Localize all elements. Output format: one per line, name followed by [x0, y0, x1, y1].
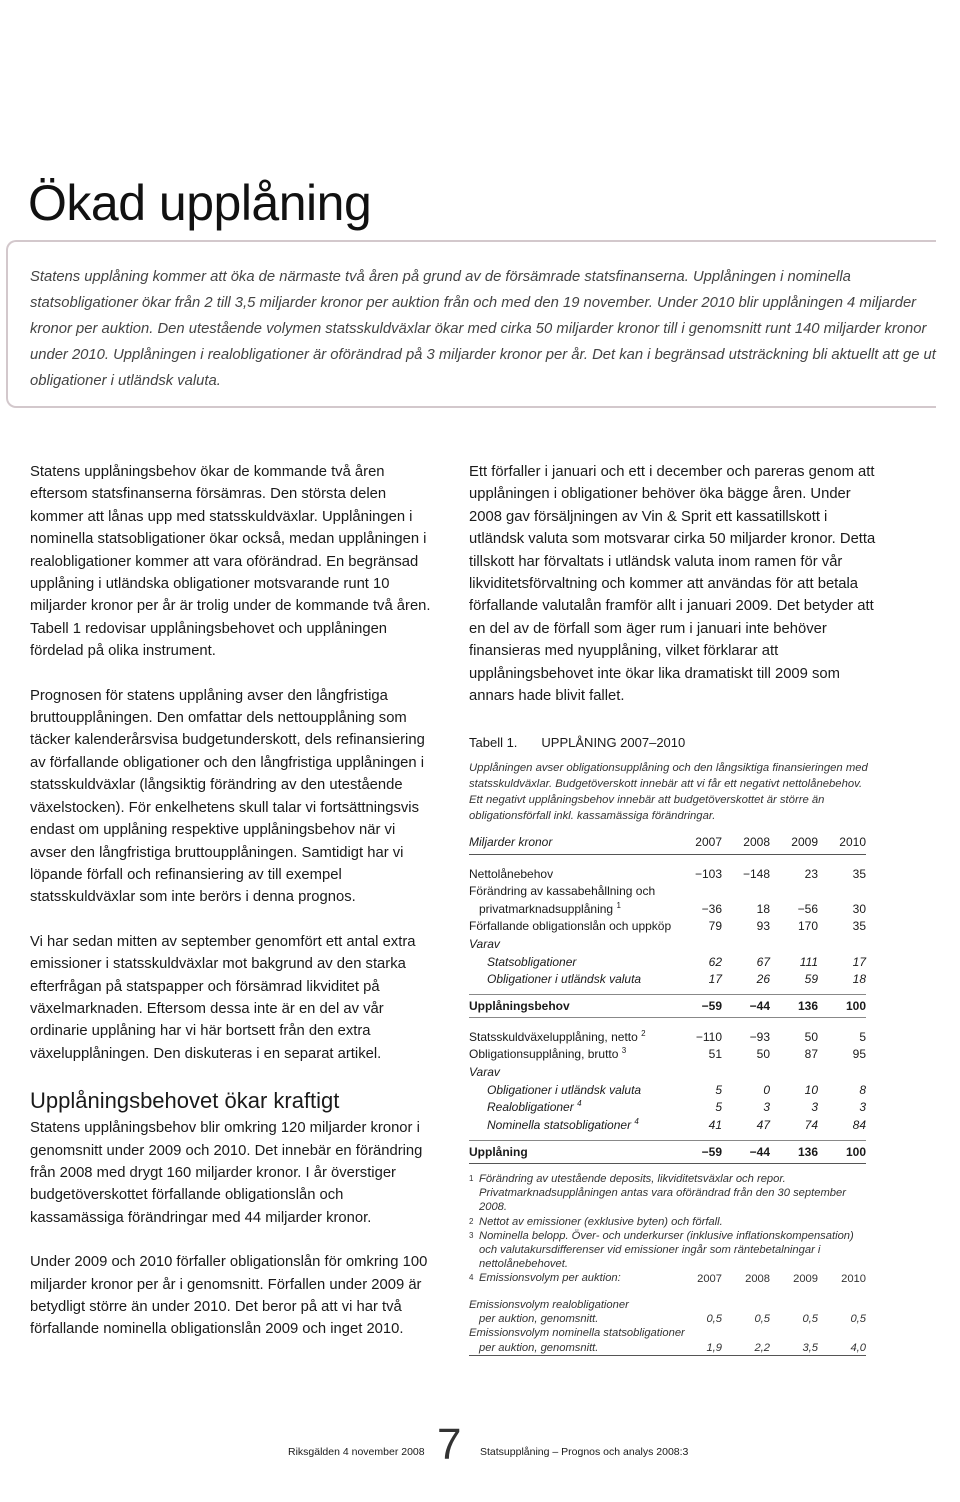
table-row-total — [469, 995, 866, 1018]
cell: −110 — [695, 1029, 722, 1044]
table-row — [469, 1044, 866, 1062]
cell: 0,5 — [850, 1313, 866, 1326]
cell: 84 — [852, 1117, 866, 1132]
footer-publication: Statsupplåning – Prognos och analys 2008:3 — [480, 1446, 689, 1458]
table-row — [469, 898, 866, 916]
row-label: Obligationsupplåning, brutto $^3$ — [469, 1046, 627, 1062]
row-label: Realobligationer $^4$ — [487, 1099, 582, 1115]
cell: 100 — [818, 1140, 866, 1163]
cell: 50 — [804, 1029, 818, 1044]
cell: 35 — [852, 866, 866, 881]
cell: 59 — [804, 972, 818, 987]
table-caption: UPPLÅNING 2007–2010 — [541, 735, 686, 750]
cell: 47 — [756, 1117, 770, 1132]
cell: 41 — [708, 1117, 722, 1132]
table-row — [469, 969, 866, 987]
cell: 5 — [859, 1029, 866, 1044]
aux-row — [469, 1312, 866, 1326]
cell: 0 — [763, 1082, 770, 1097]
cell: −148 — [742, 866, 770, 881]
cell: 3 — [859, 1100, 866, 1115]
table-intro — [469, 760, 869, 824]
year-header: 2007 — [674, 830, 722, 855]
year-header: 2010 — [841, 1273, 866, 1285]
table-row — [469, 1061, 866, 1079]
unit-label: Miljarder kronor — [469, 830, 674, 855]
row-label: Emissionsvolym realobligationer — [469, 1299, 629, 1312]
aux-header-row — [469, 1270, 866, 1288]
cell: 4,0 — [818, 1341, 866, 1356]
footnote: 4 Emissionsvolym per auktion: — [469, 1272, 621, 1285]
cell: 0,5 — [706, 1313, 722, 1326]
row-label: Emissionsvolym nominella statsobligationer — [469, 1327, 685, 1340]
cell: 18 — [756, 901, 770, 916]
footer-publisher: Riksgälden 4 november 2008 — [288, 1446, 425, 1458]
page-number: 7 — [437, 1420, 462, 1469]
year-header: 2009 — [770, 830, 818, 855]
row-label: per auktion, genomsnitt. — [469, 1341, 674, 1356]
year-header: 2009 — [793, 1273, 818, 1285]
cell: −44 — [722, 995, 770, 1018]
row-label: Upplåning — [469, 1140, 674, 1163]
cell: 3,5 — [770, 1341, 818, 1356]
cell: −59 — [674, 995, 722, 1018]
cell: −103 — [694, 866, 722, 881]
cell: 0,5 — [802, 1313, 818, 1326]
table-row-total — [469, 1140, 866, 1163]
cell: 93 — [756, 919, 770, 934]
cell: 5 — [715, 1082, 722, 1097]
cell: −93 — [749, 1029, 770, 1044]
row-label: Nominella statsobligationer $^4$ — [487, 1116, 639, 1132]
row-label: Statsskuldväxelupplåning, netto $^2$ — [469, 1028, 646, 1044]
cell: −59 — [674, 1140, 722, 1163]
aux-row — [469, 1326, 866, 1340]
aux-row — [469, 1341, 866, 1356]
cell: 2,2 — [722, 1341, 770, 1356]
row-label: Varav — [469, 1064, 500, 1079]
cell: 5 — [715, 1100, 722, 1115]
row-label: Förändring av kassabehållning och — [469, 884, 656, 899]
paragraph: Prognosen för statens upplåning avser den långfristiga bruttoupplåningen. Den omfattar dels nettoupplåning som täcker kalenderårsvisa budgetunderskott, dels refinansiering av förfallande obligationer och den långfristiga upplåningen i statsskuldväxlar (långsiktig förändring av den utestående växelstocken). För enkelhetens skull talar vi fortsättningsvis endast om upplåning respektive upplåningsbehov när vi avser den långfristiga bruttoupplåningen. Samtidigt har vi löpande förfall och refinansiering av till exempel statsskuldväxlar som inte berörs i denna prognos. — [30, 687, 425, 906]
cell: 136 — [770, 1140, 818, 1163]
left-column — [30, 461, 435, 1363]
right-column — [469, 461, 879, 729]
cell: 74 — [804, 1117, 818, 1132]
paragraph: Statens upplåningsbehov blir omkring 120 miljarder kronor i genomsnitt under 2009 och 2010. Det innebär en förändring från 2008 med drygt 160 miljarder kronor. I år överstiger budgetöverskottet förfallande obligationslån och kassamässiga förändringar med 44 miljarder kronor. — [30, 1120, 423, 1226]
table-row — [469, 933, 866, 951]
paragraph: Vi har sedan mitten av september genomfört ett antal extra emissioner i statsskuldväxlar mot bakgrund av den starka efterfrågan på statspapper och försämrad likviditet på växelmarknaden. Eftersom dessa inte är en del av vår ordinarie upplåning har vi här bortsett från den extra växelupplåningen. Den diskuteras i en separat artikel. — [30, 933, 416, 1062]
row-label: Varav — [469, 936, 500, 951]
row-label: Statsobligationer — [487, 954, 577, 969]
table-footnotes — [469, 1172, 869, 1286]
row-label: Förfallande obligationslån och uppköp — [469, 919, 672, 934]
cell: 0,5 — [754, 1313, 770, 1326]
cell: 17 — [852, 954, 866, 969]
cell: 62 — [708, 954, 722, 969]
cell: 95 — [852, 1047, 866, 1062]
emission-volume-table — [469, 1270, 866, 1356]
cell: 26 — [756, 972, 770, 987]
cell: 35 — [852, 919, 866, 934]
year-header: 2007 — [697, 1273, 722, 1285]
table-row — [469, 881, 866, 899]
page-title: Ökad upplåning — [28, 174, 372, 231]
table-row — [469, 1026, 866, 1044]
footnote: 1 Förändring av utestående deposits, likviditetsväxlar och repor. Privatmarknadsupplåningen antas vara oförändrad från den 30 september 2008. — [469, 1173, 846, 1214]
table-row — [469, 916, 866, 934]
cell: 79 — [708, 919, 722, 934]
cell: −56 — [797, 901, 818, 916]
cell: 23 — [804, 866, 818, 881]
cell: 111 — [799, 954, 818, 969]
table-row — [469, 1097, 866, 1115]
cell: 1,9 — [674, 1341, 722, 1356]
row-label: per auktion, genomsnitt. — [479, 1313, 599, 1326]
paragraph: Statens upplåningsbehov ökar de kommande två åren eftersom statsfinanserna försämras. Den största delen kommer att lånas upp med statsskuldväxlar. Upplåningen i nominella statsobligationer ökar också, medan upplåningen i realobligationer kommer att vara oförändrad. En begränsad upplåning i utländska obligationer motsvarande runt 10 miljarder kronor per år är trolig under de kommande två åren. Tabell 1 redovisar upplåningsbehovet och upplåningen fördelad på olika instrument. — [30, 464, 431, 660]
footnote: 2 Nettot av emissioner (exklusive byten) och förfall. — [469, 1215, 723, 1228]
table-intro-text: Upplåningen avser obligationsupplåning och den långsiktiga finansieringen med statsskuldväxlar. Budgetöverskott innebär att vi får ett negativt nettolånebehov. Ett negativt upplåningsbehov innebär att budgetöverskottet är större än obligationsförfall inkl. kassamässiga förändringar. — [469, 762, 868, 822]
ingress-box — [6, 240, 936, 408]
borrowing-table — [469, 830, 866, 1164]
cell: 136 — [770, 995, 818, 1018]
table-label — [469, 735, 709, 750]
section-heading: Upplåningsbehovet ökar kraftigt — [30, 1088, 340, 1114]
cell: −44 — [722, 1140, 770, 1163]
cell: 17 — [708, 972, 722, 987]
cell: 30 — [852, 901, 866, 916]
paragraph: Ett förfaller i januari och ett i december och pareras genom att upplåningen i obligationer behöver öka bägge åren. Under 2008 gav försäljningen av Vin & Sprit ett kassatillskott i utländsk valuta som motsvarar cirka 50 miljarder kronor. Detta tillskott har förvaltats i utländsk valuta inom ramen för vår likviditetsförvaltning och kommer att användas för att betala förfallande valutalån framför allt i januari 2009. Det betyder att en del av de förfall som äger rum i januari inte behöver finansieras med nyupplåning, vilket förklarar att upplåningsbehovet inte ökar lika dramatiskt till 2009 som annars hade blivit fallet. — [469, 464, 876, 705]
cell: 8 — [859, 1082, 866, 1097]
row-label: Obligationer i utländsk valuta — [487, 1082, 642, 1097]
cell: 51 — [708, 1047, 722, 1062]
aux-row — [469, 1298, 866, 1312]
ingress-text: Statens upplåning kommer att öka de närmaste två åren på grund av de försämrade statsfinanserna. Upplåningen i nominella statsobligationer ökar från 2 till 3,5 miljarder kronor per auktion från och med den 19 november. Under 2010 blir upplåningen 4 miljarder kronor per auktion. Den utestående volymen statsskuldväxlar ökar med cirka 50 miljarder kronor till i genomsnitt runt 140 miljarder kronor under 2010. Upplåningen i realobligationer är oförändrad på 3 miljarder kronor per år. Det kan i begränsad utsträckning bli aktuellt att ge ut obligationer i utländsk valuta. — [30, 269, 936, 389]
cell: −36 — [701, 901, 722, 916]
footnote: 3 Nominella belopp. Över- och underkurser (inklusive inflationskompensation) och valutakursdifferenser vid emissioner ingår som räntebetalningar i nettolånebehovet. — [469, 1229, 854, 1271]
table-row — [469, 951, 866, 969]
table-header-row — [469, 830, 866, 855]
row-label: Nettolånebehov — [469, 866, 554, 881]
cell: 87 — [804, 1047, 818, 1062]
table-row — [469, 1079, 866, 1097]
year-header: 2008 — [722, 830, 770, 855]
table-number: Tabell 1. — [469, 735, 518, 750]
cell: 50 — [756, 1047, 770, 1062]
cell: 10 — [804, 1082, 818, 1097]
row-label: privatmarknadsupplåning $^1$ — [479, 900, 621, 916]
table-row — [469, 863, 866, 881]
cell: 3 — [763, 1100, 770, 1115]
table-row — [469, 1114, 866, 1132]
cell: 3 — [811, 1100, 818, 1115]
year-header: 2008 — [745, 1273, 770, 1285]
cell: 170 — [797, 919, 818, 934]
paragraph: Under 2009 och 2010 förfaller obligationslån för omkring 100 miljarder kronor per år i genomsnitt. Förfallen under 2009 är betydligt större än under 2010. Det beror på att vi har två förfallande nominella obligationslån 2009 och inget 2010. — [30, 1254, 428, 1338]
row-label: Upplåningsbehov — [469, 995, 674, 1018]
year-header: 2010 — [818, 830, 866, 855]
cell: 18 — [852, 972, 866, 987]
cell: 67 — [756, 954, 770, 969]
row-label: Obligationer i utländsk valuta — [487, 972, 642, 987]
cell: 100 — [818, 995, 866, 1018]
